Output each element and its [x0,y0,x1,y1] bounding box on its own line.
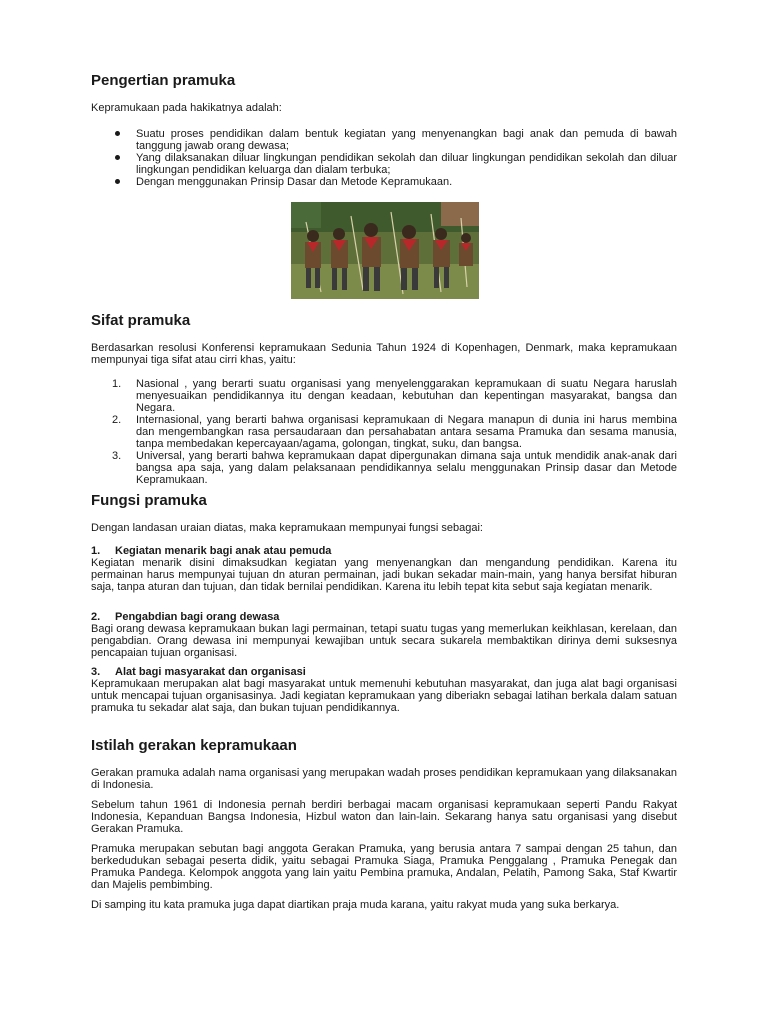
bullet-icon [115,131,120,136]
fungsi-item-text: Kepramukaan merupakan alat bagi masyarakat untuk memenuhi kebutuhan masyarakat, dan juga alat bagi organisasi untuk mencapai tujuan organisasinya. Jadi kegiatan kepramukaan yang diberiakn sebagai latihan berkala dalam satuan pramuka tu sekadar alat saja, dan bukan tujuan pendidikannya. [91,678,677,714]
section-title-istilah: Istilah gerakan kepramukaan [91,737,297,754]
section-title-sifat: Sifat pramuka [91,312,191,329]
fungsi-item-text: Kegiatan menarik disini dimaksudkan kegiatan yang menyenangkan dan mengandung pendidikan. Karena itu permainan harus mempunyai tujuan dn aturan permainan, jadi bukan sekadar main-main, yang hanya bersifat hiburan saja, tanpa aturan dan tujuan, dan tidak bernilai pendidikan. Karena itu lebih tepat kita sebut saja kegiatan menarik. [91,557,677,593]
fungsi-intro: Dengan landasan uraian diatas, maka kepramukaan mempunyai fungsi sebagai: [91,522,483,534]
list-item: 3. Universal, yang berarti bahwa kepramukaan dapat dipergunakan dimana saja untuk mendidik anak-anak dari bangsa apa saja, yang dalam pelaksanaan pendidikannya selalu menggunakan Prinsip dasar dan Metode Kepramukaan. [112,450,677,486]
istilah-paragraph-1: Gerakan pramuka adalah nama organisasi yang merupakan wadah proses pendidikan kepramukaan yang dilaksanakan di Indonesia. [91,767,677,791]
bullet-item: Suatu proses pendidikan dalam bentuk kegiatan yang menyenangkan bagi anak dan pemuda di bawah tanggung jawab orang dewasa; [91,128,677,152]
section-title-fungsi: Fungsi pramuka [91,492,207,509]
sifat-intro: Berdasarkan resolusi Konferensi kepramukaan Sedunia Tahun 1924 di Kopenhagen, Denmark, maka kepramukaan mempunyai tiga sifat atau cirri khas, yaitu: [91,342,677,366]
bullet-icon [115,179,120,184]
bullet-icon [115,155,120,160]
fungsi-item-1 [91,545,677,593]
sifat-numbered-list [91,378,677,486]
list-item: 2. Internasional, yang berarti bahwa organisasi kepramukaan di Negara manapun di dunia ini harus membina dan mengembangkan rasa persaudaraan dan persahabatan antara sesama Pramuka dan sesama manusia, tanpa membedakan kepercayaan/agama, golongan, tingkat, suku, dan bangsa. [112,414,677,450]
list-item: 1. Nasional , yang berarti suatu organisasi yang menyelenggarakan kepramukaan di suatu Negara haruslah menyesuaikan pendidikannya itu dengan keadaan, kebutuhan dan kepentingan masyarakat, bangsa dan Negara. [112,378,677,414]
pengertian-intro: Kepramukaan pada hakikatnya adalah: [91,102,282,114]
fungsi-item-heading: 1. Kegiatan menarik bagi anak atau pemuda [91,545,332,557]
istilah-paragraph-3: Pramuka merupakan sebutan bagi anggota Gerakan Pramuka, yang berusia antara 7 sampai dengan 25 tahun, dan berkedudukan sebagai peserta didik, yaitu sebagai Pramuka Siaga, Pramuka Penggalang , Pramuka Penegak dan Pramuka Pandega. Kelompok anggota yang lain yaitu Pembina pramuka, Andalan, Pelatih, Pamong Saka, Staf Kwartir dan Majelis pembimbing. [91,843,677,891]
fungsi-item-3 [91,666,677,714]
istilah-paragraph-2: Sebelum tahun 1961 di Indonesia pernah berdiri berbagai macam organisasi kepramukaan seperti Pandu Rakyat Indonesia, Kepanduan Bangsa Indonesia, Hizbul waton dan lain-lain. Sekarang hanya satu organisasi yang disebut Gerakan Pramuka. [91,799,677,835]
pengertian-bullet-list [91,128,677,188]
istilah-paragraph-4: Di samping itu kata pramuka juga dapat diartikan praja muda karana, yaitu rakyat muda yang suka berkarya. [91,899,620,911]
fungsi-item-2 [91,611,677,659]
section-title-pengertian: Pengertian pramuka [91,72,236,89]
fungsi-item-heading: 2. Pengabdian bagi orang dewasa [91,611,280,623]
bullet-item: Dengan menggunakan Prinsip Dasar dan Metode Kepramukaan. [91,176,677,188]
fungsi-item-heading: 3. Alat bagi masyarakat dan organisasi [91,666,306,678]
bullet-item: Yang dilaksanakan diluar lingkungan pendidikan sekolah dan diluar lingkungan pendidikan sekolah dan diluar lingkungan pendidikan keluarga dan dialam terbuka; [91,152,677,176]
fungsi-item-text: Bagi orang dewasa kepramukaan bukan lagi permainan, tetapi suatu tugas yang memerlukan keikhlasan, kerelaan, dan pengabdian. Orang dewasa ini mempunyai kewajiban untuk secara sukarela membaktikan dirinya demi suksesnya pencapaian tujuan organisasi. [91,623,677,659]
scout-parade-photo [291,202,479,299]
